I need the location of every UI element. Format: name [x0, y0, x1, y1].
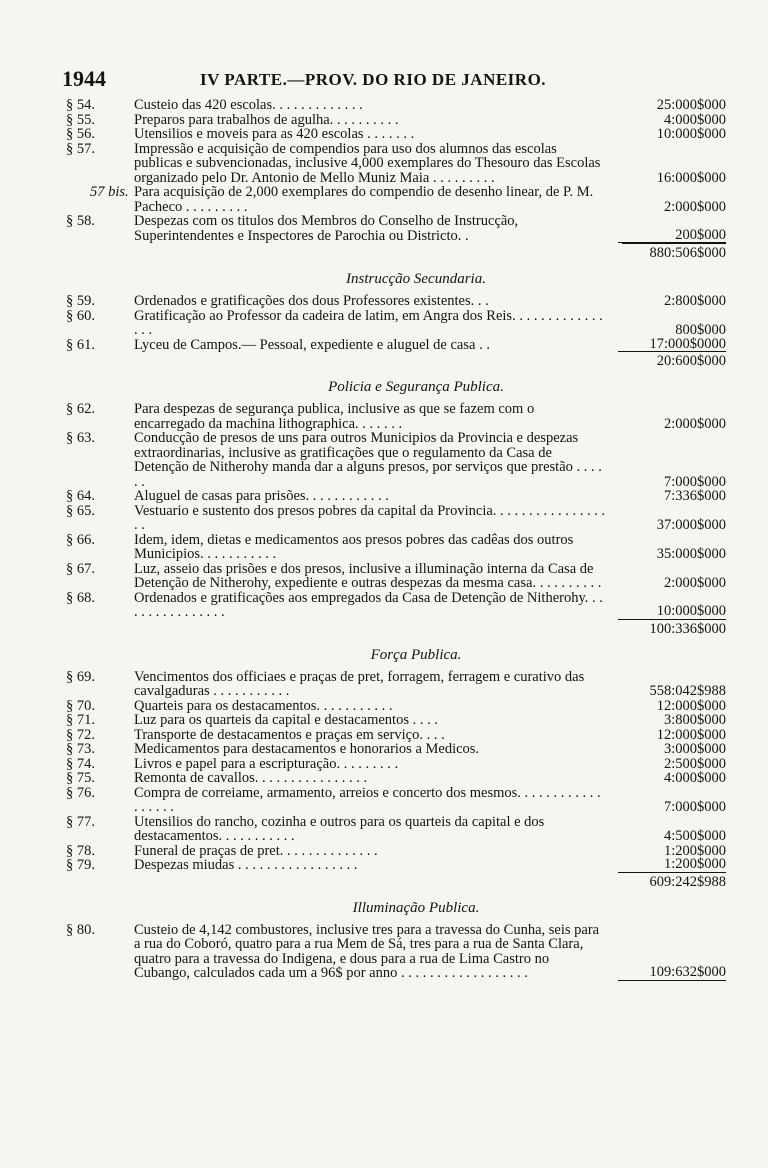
line-description: Impressão e acquisição de compendios para uso dos alumnos das escolas publicas e subvencionadas, inclusive 4,000 exemplares do Thesouro das Escolas organizado pelo Dr. Antonio de Mello Muniz Maia . . . . . . . . .: [134, 140, 601, 186]
line-amount: 1:200$000: [618, 857, 726, 873]
line-description: Lyceu de Campos.— Pessoal, expediente e aluguel de casa . .: [134, 336, 490, 353]
paragraph-number: § 77.: [66, 813, 95, 830]
budget-line: [66, 402, 726, 431]
line-description: Vencimentos dos officiaes e praças de pret, forragem, ferragem e curativo das cavalgaduras . . . . . . . . . . .: [134, 668, 585, 699]
budget-line: [66, 113, 726, 128]
paragraph-number: § 71.: [66, 712, 95, 728]
budget-line: [66, 533, 726, 562]
paragraph-number: § 76.: [66, 784, 95, 801]
line-amount: 17:000$0000: [618, 337, 726, 353]
line-amount: 4:500$000: [663, 828, 726, 844]
paragraph-number: § 61.: [66, 336, 95, 353]
budget-line: [66, 562, 726, 591]
line-description: Idem, idem, dietas e medicamentos aos presos pobres das cadêas dos outros Municipios. . . . . . . . . . .: [134, 531, 574, 562]
paragraph-number: § 64.: [66, 488, 95, 504]
line-amount: 1:200$000: [663, 842, 726, 859]
line-amount: 12:000$000: [656, 697, 726, 714]
budget-line: [66, 923, 726, 981]
line-description: Transporte de destacamentos e praças em serviço. . . .: [134, 726, 445, 743]
section-policia: [66, 377, 726, 638]
line-amount: 109:632$000: [618, 965, 726, 981]
paragraph-number: § 73.: [66, 741, 95, 757]
line-amount: 3:000$000: [663, 741, 726, 757]
line-description: Medicamentos para destacamentos e honorarios a Medicos.: [134, 741, 480, 757]
section-illuminacao: [66, 898, 726, 981]
line-amount: 10:000$000: [656, 126, 726, 142]
line-amount: 4:000$000: [663, 770, 726, 786]
budget-line: [66, 309, 726, 338]
line-description: Preparos para trabalhos de agulha. . . . . . . . . .: [134, 111, 399, 128]
paragraph-number: § 75.: [66, 770, 95, 786]
line-description: Luz, asseio das prisões e dos presos, inclusive a illuminação interna da Casa de Detenção de Nitherohy, expediente e outras despezas da mesma casa. . . . . . . . . .: [134, 560, 602, 591]
line-amount: 4:000$000: [663, 111, 726, 128]
paragraph-number: § 79.: [66, 857, 95, 873]
paragraph-number: § 59.: [66, 293, 95, 309]
budget-line: [66, 713, 726, 728]
paragraph-number: § 80.: [66, 921, 95, 938]
section-forca: [66, 645, 726, 891]
budget-line: [66, 757, 726, 772]
section-title: Policia e Segurança Publica.: [328, 379, 504, 395]
line-description: Despezas com os titulos dos Membros do Conselho de Instrucção, Superintendentes e Inspectores de Parochia ou Districto. .: [134, 213, 519, 244]
line-description: Aluguel de casas para prisões. . . . . . . . . . . .: [134, 488, 389, 504]
paragraph-number: § 68.: [66, 589, 95, 606]
paragraph-number: § 72.: [66, 726, 95, 743]
section-title: Instrucção Secundaria.: [346, 271, 486, 287]
section-title: Illuminação Publica.: [352, 899, 480, 916]
line-description: Despezas miudas . . . . . . . . . . . . . . . . .: [134, 857, 358, 873]
line-amount: 7:336$000: [663, 488, 726, 504]
budget-body: [66, 98, 726, 981]
line-description: Livros e papel para a escripturação. . . . . . . . .: [134, 755, 399, 772]
paragraph-number: § 70.: [66, 697, 95, 714]
line-description: Ordenados e gratificações dos dous Professores existentes. . .: [134, 293, 489, 309]
line-description: Gratificação ao Professor da cadeira de latim, em Angra dos Reis. . . . . . . . . . . . . . . .: [134, 307, 603, 338]
budget-line: [66, 504, 726, 533]
paragraph-number: § 63.: [66, 430, 95, 446]
paragraph-number: § 62.: [66, 401, 95, 417]
section-total: 609:242$988: [649, 873, 726, 890]
budget-line: [66, 815, 726, 844]
budget-line: [66, 771, 726, 786]
line-description: Utensilios do rancho, cozinha e outros para os quarteis da capital e dos destacamentos. . . . . . . . . . .: [134, 813, 545, 844]
line-description: Para acquisição de 2,000 exemplares do compendio de desenho linear, de P. M. Pacheco . . . . . . . . .: [134, 184, 594, 215]
line-description: Utensilios e moveis para as 420 escolas . . . . . . .: [134, 126, 415, 142]
line-amount: 800$000: [675, 322, 726, 338]
line-amount: 7:000$000: [663, 799, 726, 815]
budget-line: [66, 335, 726, 353]
line-description: Funeral de praças de pret. . . . . . . . . . . . . .: [134, 842, 378, 859]
page-header: [62, 66, 722, 94]
line-description: Quarteis para os destacamentos. . . . . . . . . . .: [134, 697, 393, 714]
section-total: 100:336$000: [649, 620, 726, 637]
line-description: Vestuario e sustento dos presos pobres da capital da Provincia. . . . . . . . . . . . . . . . . .: [134, 502, 606, 533]
line-description: Ordenados e gratificações aos empregados da Casa de Detenção de Nitherohy. . . . . . . . . . . . . . . .: [134, 589, 603, 620]
section-total: 880:506$000: [622, 243, 726, 262]
line-description: Custeio de 4,142 combustores, inclusive tres para a travessa do Cunha, seis para a rua do Coboró, quatro para a rua Mem de Sá, tres para a rua de Santa Clara, quatro para a travessa do Indigena, e dous para a rua de Lima Castro no Cubango, calculados cada um a 96$ por anno . . . . . . . . . . . . . . . . . .: [134, 921, 600, 981]
paragraph-number: § 57.: [66, 140, 95, 157]
budget-line: [66, 591, 726, 620]
section-primaria: [66, 98, 726, 262]
line-amount: 12:000$000: [656, 726, 726, 743]
budget-line: [66, 431, 726, 489]
paragraph-number: § 69.: [66, 668, 95, 685]
budget-line: [66, 214, 726, 243]
paragraph-number: § 60.: [66, 307, 95, 324]
line-description: Remonta de cavallos. . . . . . . . . . . . . . . .: [134, 770, 368, 786]
budget-line: [66, 670, 726, 699]
section-total: 20:600$000: [656, 353, 726, 369]
budget-line: [66, 185, 726, 214]
paragraph-number: § 56.: [66, 126, 95, 142]
paragraph-number: § 54.: [66, 97, 95, 113]
budget-line: [66, 98, 726, 113]
section-secundaria: [66, 269, 726, 370]
line-amount: 2:000$000: [663, 198, 726, 215]
line-description: Para despezas de segurança publica, inclusive as que se fazem com o encarregado da machina lithographica. . . . . . .: [134, 401, 535, 432]
budget-line: [66, 728, 726, 743]
budget-line: [66, 142, 726, 186]
budget-line: [66, 742, 726, 757]
line-amount: 37:000$000: [656, 517, 726, 533]
line-amount: 2:800$000: [663, 293, 726, 309]
budget-line: [66, 858, 726, 873]
page-number: 1944: [62, 66, 106, 91]
line-description: Custeio das 420 escolas. . . . . . . . . . . . .: [134, 97, 363, 113]
budget-line: [66, 699, 726, 714]
line-amount: 7:000$000: [663, 473, 726, 490]
line-amount: 25:000$000: [656, 97, 726, 113]
line-description: Conducção de presos de uns para outros Municipios da Provincia e despezas extraordinarias, inclusive as gratificações que o regulamento da Casa de Detenção de Nitherohy manda dar a alguns presos, por serviços que prestão . . . . . .: [134, 430, 602, 490]
budget-line: [66, 127, 726, 142]
paragraph-number: § 66.: [66, 531, 95, 548]
line-amount: 3:800$000: [663, 712, 726, 728]
line-description: Luz para os quarteis da capital e destacamentos . . . .: [134, 712, 438, 728]
budget-line: [66, 489, 726, 504]
line-amount: 10:000$000: [618, 604, 726, 620]
line-amount: 16:000$000: [656, 169, 726, 186]
budget-line: [66, 294, 726, 309]
line-amount: 35:000$000: [656, 546, 726, 562]
paragraph-number: § 67.: [66, 560, 95, 577]
running-title: IV PARTE.—PROV. DO RIO DE JANEIRO.: [200, 70, 547, 89]
section-title: Força Publica.: [370, 646, 462, 663]
paragraph-number: 57 bis.: [90, 184, 129, 200]
paragraph-number: § 74.: [66, 755, 95, 772]
line-amount: 558:042$988: [649, 683, 726, 699]
line-amount: 2:500$000: [663, 755, 726, 772]
line-amount: 200$000: [618, 228, 726, 244]
paragraph-number: § 65.: [66, 502, 95, 519]
line-description: Compra de correiame, armamento, arreios e concerto dos mesmos. . . . . . . . . . . . . . . . . .: [134, 784, 601, 815]
line-amount: 2:000$000: [663, 415, 726, 432]
paragraph-number: § 58.: [66, 213, 95, 229]
paragraph-number: § 78.: [66, 842, 95, 859]
paragraph-number: § 55.: [66, 111, 95, 128]
budget-line: [66, 786, 726, 815]
line-amount: 2:000$000: [663, 575, 726, 591]
budget-line: [66, 844, 726, 859]
